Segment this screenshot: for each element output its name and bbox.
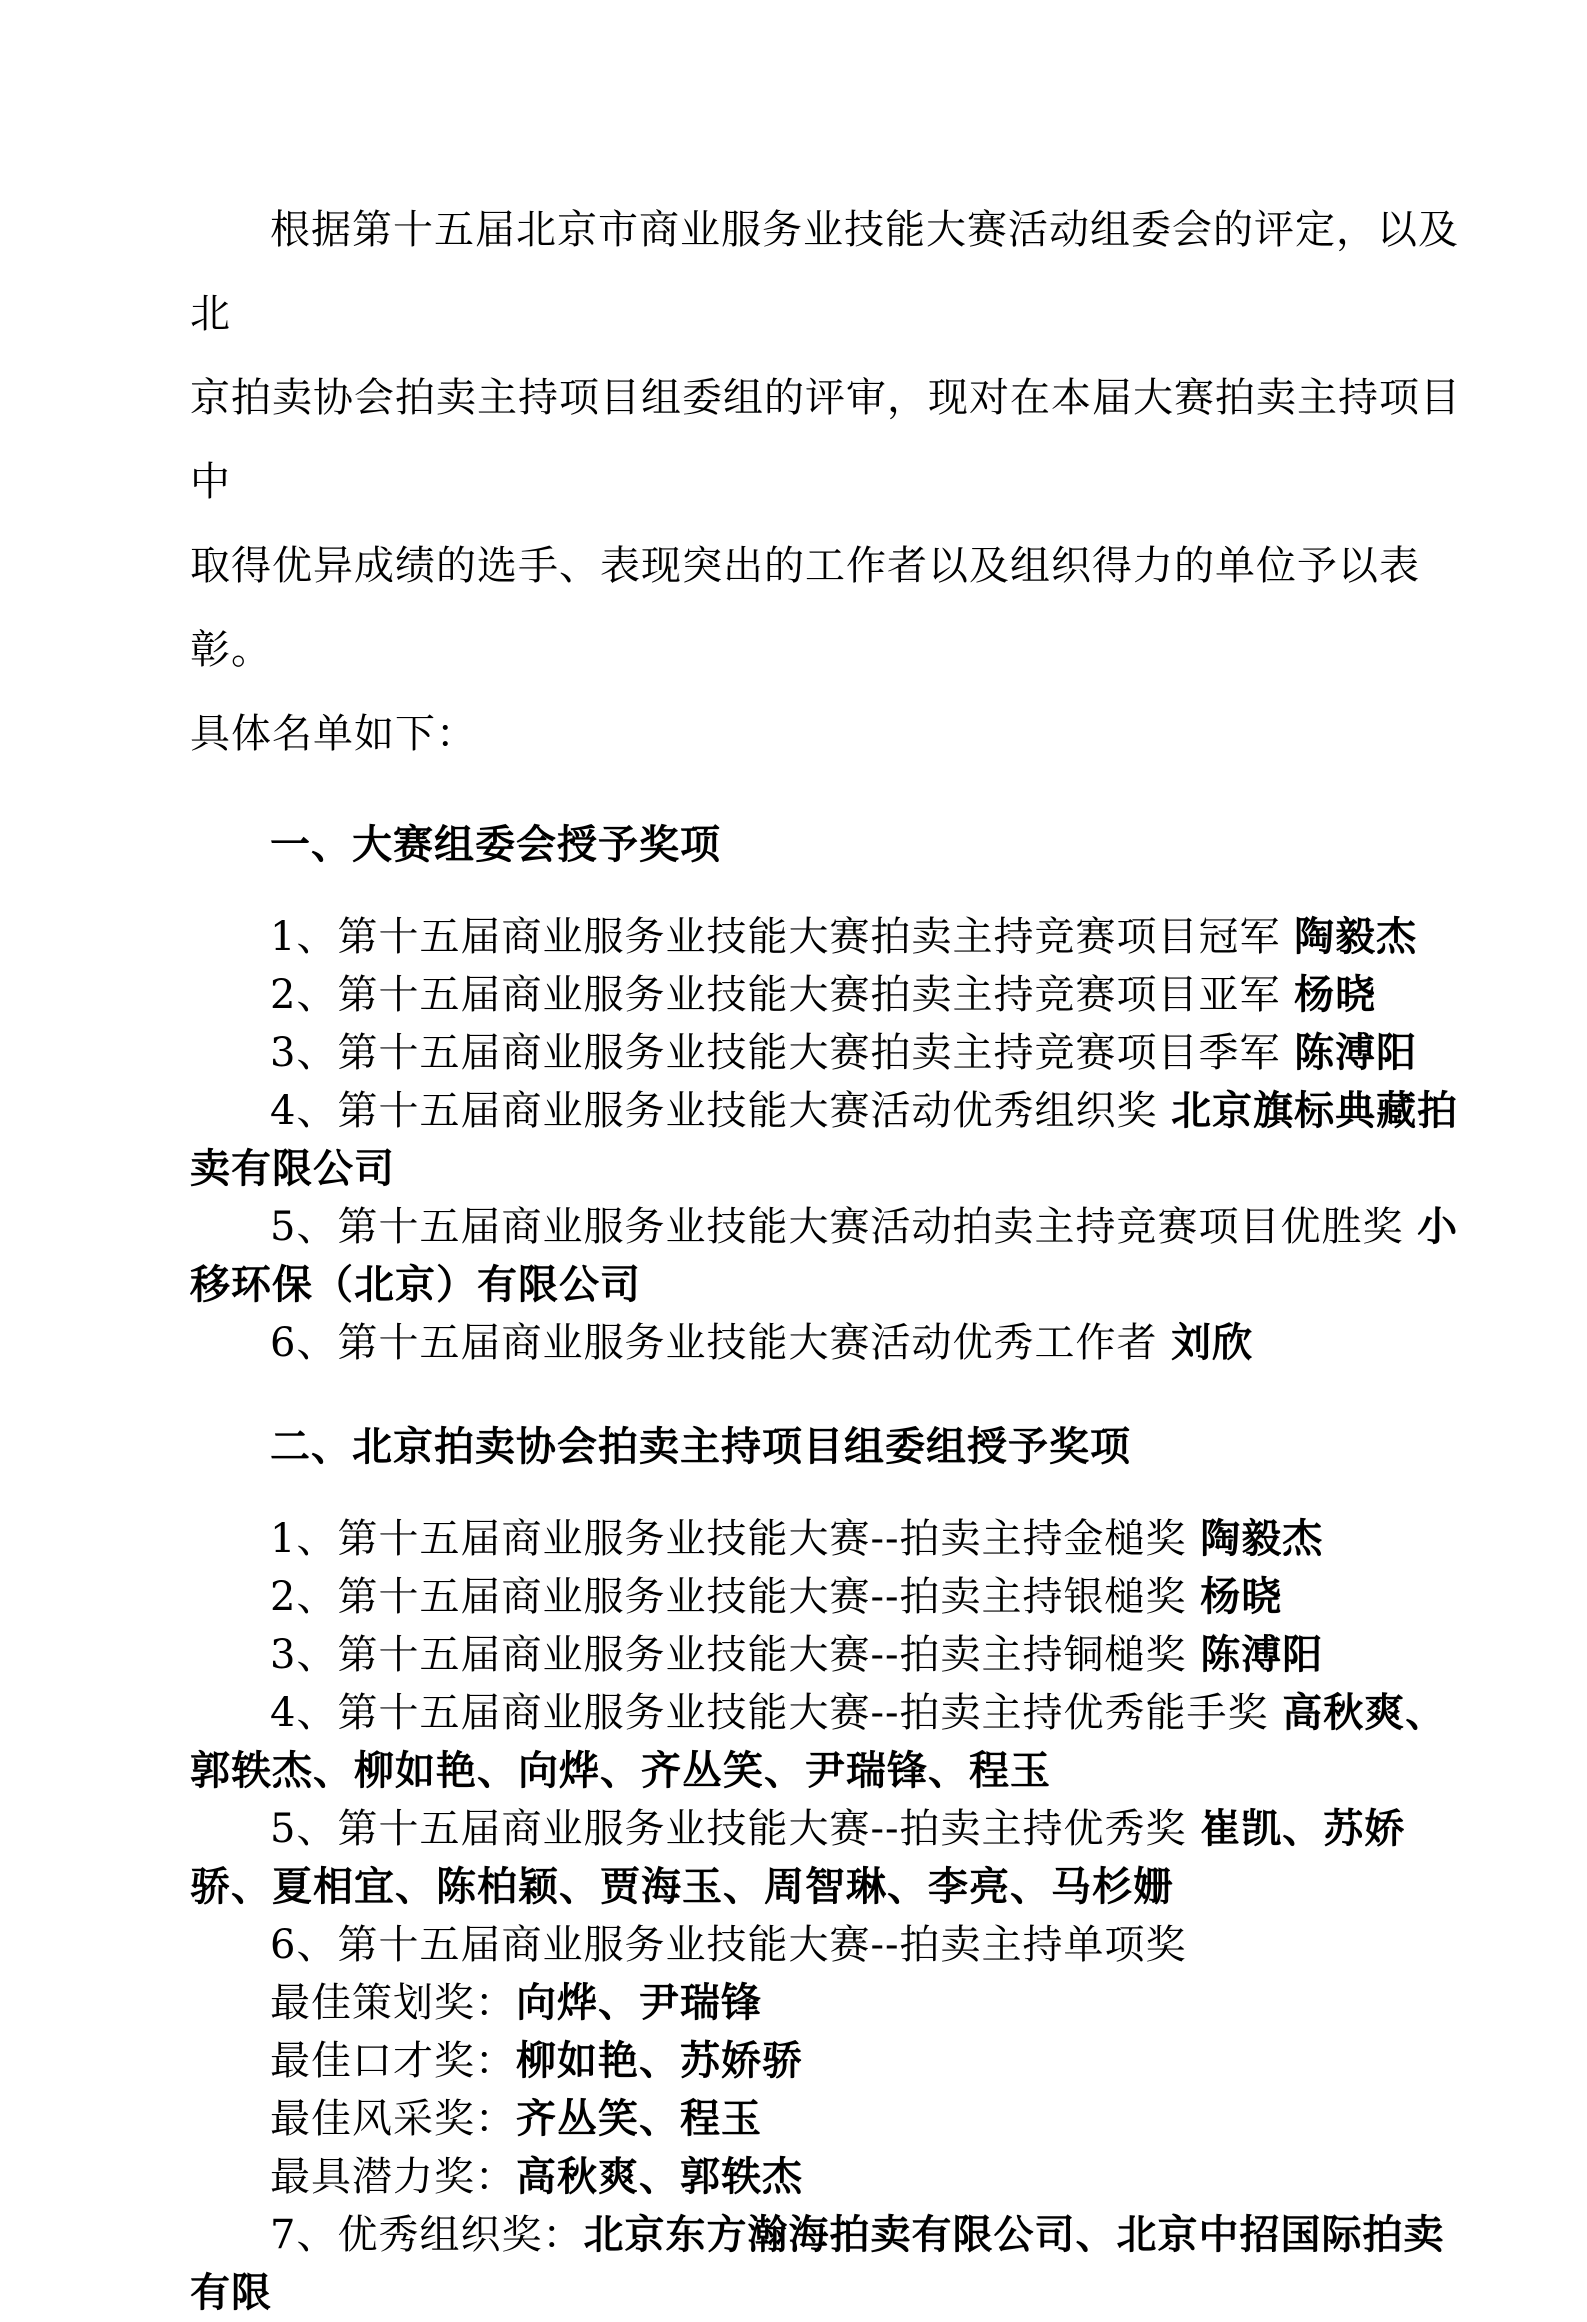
- section-heading: 一、大赛组委会授予奖项: [270, 821, 721, 868]
- award-text: 2、第十五届商业服务业技能大赛--拍卖主持银槌奖: [270, 1574, 1201, 1620]
- award-item: [190, 1024, 1472, 1082]
- award-item: [190, 1800, 1472, 1916]
- award-item-best-planning: [190, 1974, 1472, 2032]
- award-text: 1、第十五届商业服务业技能大赛--拍卖主持金槌奖: [270, 1516, 1201, 1562]
- award-item: [190, 1626, 1472, 1684]
- award-text: 4、第十五届商业服务业技能大赛--拍卖主持优秀能手奖: [270, 1690, 1283, 1736]
- award-winner: 向烨、尹瑞锋: [516, 1979, 762, 2026]
- award-list: [190, 908, 1472, 1372]
- award-winner: 陶毅杰: [1294, 913, 1418, 960]
- award-item: [190, 1684, 1472, 1800]
- award-winner: 陈溥阳: [1294, 1029, 1418, 1076]
- award-winner: 崔凯、苏娇骄、夏相宜、陈柏颖、贾海玉、周智琳、李亮、马杉姗: [190, 1805, 1406, 1910]
- award-item-best-style: [190, 2090, 1472, 2148]
- intro-line: 取得优异成绩的选手、表现突出的工作者以及组织得力的单位予以表彰。: [190, 543, 1420, 673]
- award-text: 1、第十五届商业服务业技能大赛拍卖主持竞赛项目冠军: [270, 914, 1295, 960]
- award-item: [190, 1198, 1472, 1314]
- section-heading: 二、北京拍卖协会拍卖主持项目组委组授予奖项: [270, 1423, 1131, 1470]
- award-text: 5、第十五届商业服务业技能大赛--拍卖主持优秀奖: [270, 1806, 1201, 1852]
- award-winner: 高秋爽、郭轶杰: [516, 2153, 803, 2200]
- award-item: [190, 1510, 1472, 1568]
- award-text: 最具潜力奖：: [270, 2154, 516, 2200]
- section-committee-awards: [190, 816, 1472, 1372]
- award-item: [190, 1568, 1472, 1626]
- award-winner: 刘欣: [1171, 1319, 1254, 1366]
- award-winner: 杨晓: [1200, 1573, 1283, 1620]
- award-text: 5、第十五届商业服务业技能大赛活动拍卖主持竞赛项目优胜奖: [270, 1204, 1418, 1250]
- award-text: 3、第十五届商业服务业技能大赛拍卖主持竞赛项目季军: [270, 1030, 1295, 1076]
- award-winner: 高秋爽、郭轶杰、柳如艳、向烨、齐丛笑、尹瑞锋、程玉: [190, 1689, 1447, 1794]
- award-text: 最佳风采奖：: [270, 2096, 516, 2142]
- intro-line: 京拍卖协会拍卖主持项目组委组的评审，现对在本届大赛拍卖主持项目中: [190, 375, 1461, 505]
- award-winner: 杨晓: [1294, 971, 1377, 1018]
- award-item: [190, 1916, 1472, 1974]
- award-item-excellent-organization: [190, 2206, 1472, 2322]
- award-item: [190, 1082, 1472, 1198]
- award-item-best-potential: [190, 2148, 1472, 2206]
- award-winner: 小移环保（北京）有限公司: [190, 1203, 1459, 1308]
- section-association-awards: [190, 1418, 1472, 2322]
- award-winner: 北京东方瀚海拍卖有限公司、北京中招国际拍卖有限: [190, 2211, 1445, 2316]
- intro-paragraph: [190, 188, 1472, 776]
- award-text: 7、优秀组织奖：: [270, 2212, 584, 2258]
- award-text: 最佳策划奖：: [270, 1980, 516, 2026]
- award-text: 4、第十五届商业服务业技能大赛活动优秀组织奖: [270, 1088, 1172, 1134]
- award-item-best-eloquence: [190, 2032, 1472, 2090]
- award-winner: 陈溥阳: [1200, 1631, 1324, 1678]
- award-item: [190, 1314, 1472, 1372]
- intro-line: 根据第十五届北京市商业服务业技能大赛活动组委会的评定，以及北: [190, 207, 1459, 337]
- award-winner: 齐丛笑、程玉: [516, 2095, 762, 2142]
- award-text: 6、第十五届商业服务业技能大赛活动优秀工作者: [270, 1320, 1172, 1366]
- award-text: 6、第十五届商业服务业技能大赛--拍卖主持单项奖: [270, 1922, 1187, 1968]
- award-winner: 北京旗标典藏拍卖有限公司: [190, 1087, 1459, 1192]
- award-item: [190, 908, 1472, 966]
- award-text: 最佳口才奖：: [270, 2038, 516, 2084]
- award-item: [190, 966, 1472, 1024]
- intro-line: 具体名单如下：: [190, 711, 477, 757]
- award-winner: 陶毅杰: [1200, 1515, 1324, 1562]
- award-list: [190, 1510, 1472, 2322]
- award-text: 2、第十五届商业服务业技能大赛拍卖主持竞赛项目亚军: [270, 972, 1295, 1018]
- award-text: 3、第十五届商业服务业技能大赛--拍卖主持铜槌奖: [270, 1632, 1201, 1678]
- award-winner: 柳如艳、苏娇骄: [516, 2037, 803, 2084]
